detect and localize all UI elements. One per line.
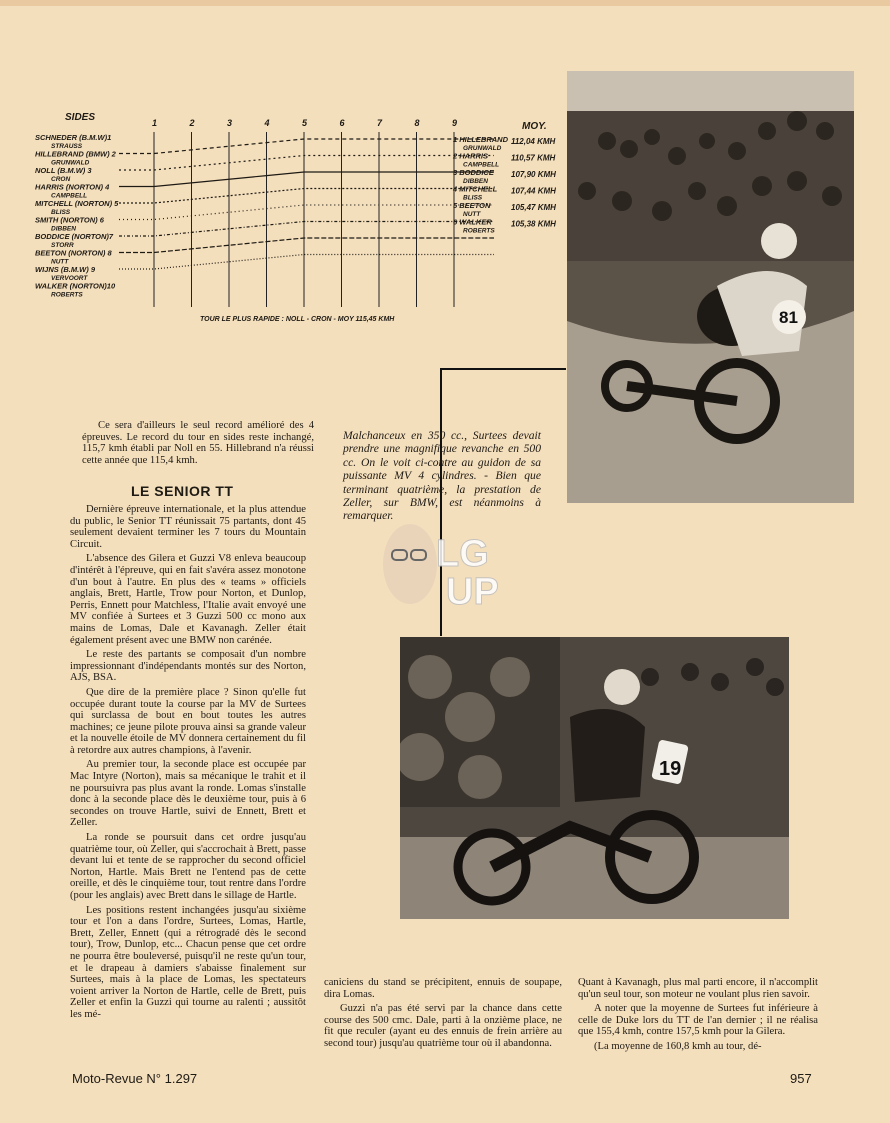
rider-label: MITCHELL (NORTON) 5 — [35, 199, 119, 208]
paragraph: caniciens du stand se précipitent, ennuis de soupape, dira Lomas. — [324, 977, 562, 1000]
position-trace — [119, 172, 494, 187]
partner-label: GRUNWALD — [51, 159, 90, 167]
rider-label: BEETON (NORTON) 8 — [35, 248, 112, 258]
result-rider: 1 HILLEBRAND — [453, 135, 509, 144]
lap-chart-svg — [35, 112, 570, 327]
page-edge — [0, 0, 890, 6]
paragraph: Le reste des partants se composait d'un nombre impressionnant d'indépendants montés sur des Norton, AJS, BSA. — [70, 649, 306, 684]
paragraph: Guzzi n'a pas été servi par la chance dans cette course des 500 cmc. Dale, parti à la onzième place, ne fit que reculer (ayant eu des ennuis de frein arrière au second tour) jusqu'au quatrième tour où il abandonna. — [324, 1003, 562, 1049]
rider-label: BODDICE (NORTON)7 — [35, 232, 114, 241]
race-number-19: 19 — [659, 758, 682, 780]
lap-number: 3 — [227, 118, 233, 128]
lap-number: 5 — [302, 118, 308, 128]
partner-label: ROBERTS — [51, 291, 83, 299]
paragraph: Au premier tour, la seconde place est occupée par Mac Intyre (Norton), mais sa mécanique le trahit et il ne poursuivra pas plus avant la ronde. Lomas s'installe donc à la seconde place dès le deuxième tour, puis à 6 secondes on trouve Hartle, suivi de Ennett, Brett et Zeller. — [70, 759, 306, 829]
position-trace — [119, 156, 494, 171]
lap-number: 1 — [152, 118, 158, 128]
column-2 — [324, 977, 562, 1053]
caption-bracket-top — [440, 368, 566, 370]
footer-page-number: 957 — [790, 1071, 812, 1086]
section-title: LE SENIOR TT — [131, 483, 234, 499]
result-rider: 2 HARRIS — [453, 151, 489, 161]
position-trace — [119, 189, 494, 204]
partner-label: CRON — [51, 176, 71, 183]
paragraph: La ronde se poursuit dans cet ordre jusqu'au quatrième tour, où Zeller, qui s'accrochait à Brett, passe devant lui et tente de se rapprocher du second officiel Norton, Hartle. Mais Brett ne l'entend pas de cette oreille, et dès le cinquième tour, tout rentre dans l'ordre (pour les anglais) avec Brett dans le sillage de Hartle. — [70, 832, 306, 901]
partner-label: VERVOORT — [51, 275, 88, 282]
partner-label: STORR — [51, 242, 74, 249]
result-rider: 5 BEETON — [453, 201, 491, 210]
position-trace — [119, 205, 494, 220]
result-rider: 4 MITCHELL — [453, 184, 498, 194]
position-trace — [119, 238, 494, 253]
rider-label: WIJNS (B.M.W) 9 — [35, 265, 95, 274]
result-partner: BLISS — [463, 194, 483, 202]
intro-text: Ce sera d'ailleurs le seul record amélioré des 4 épreuves. Le record du tour en sides reste inchangé, 115,7 kmh établi par Noll en 55. Hillebrand n'a réussi cette année que 115,4 kmh. — [82, 420, 314, 466]
paragraph: A noter que la moyenne de Surtees fut inférieure à celle de Duke lors du TT de l'an dernier ; il ne réalisa que 155,4 kmh, contre 157,5 kmh pour la Gilera. — [578, 1003, 818, 1038]
lap-number: 9 — [452, 118, 458, 128]
position-trace — [119, 255, 494, 270]
result-rider: 3 BODDICE — [453, 168, 494, 177]
column-3 — [578, 977, 818, 1056]
result-partner: GRUNWALD — [463, 145, 502, 152]
result-partner: DIBBEN — [463, 178, 488, 185]
position-trace — [119, 222, 494, 237]
result-speed: 107,90 KMH — [511, 170, 556, 179]
sides-label: SIDES — [65, 112, 96, 123]
partner-label: DIBBEN — [51, 225, 76, 233]
rider-label: SMITH (NORTON) 6 — [35, 215, 104, 225]
paragraph: (La moyenne de 160,8 kmh au tour, dé- — [594, 1040, 762, 1052]
sidecar-lap-chart — [35, 112, 570, 327]
chart-footnote: TOUR LE PLUS RAPIDE : NOLL - CRON - MOY 115,45 KMH — [200, 316, 395, 323]
paragraph: Quant à Kavanagh, plus mal parti encore, il n'accomplit qu'un seul tour, son moteur ne voulant plus rien savoir. — [578, 977, 818, 1000]
rider-label: WALKER (NORTON)10 — [35, 281, 116, 291]
paragraph: Que dire de la première place ? Sinon qu'elle fut occupée durant toute la course par la MV de Surtees qui surclassa de bout en bout toutes les autres machines; ce jeune pilote prouva ainsi sa grande valeur et la nouvelle étoile de MV donnera certainement du fil à retordre aux autres champions, à l'avenir. — [70, 686, 306, 756]
paragraph: L'absence des Gilera et Guzzi V8 enleva beaucoup d'intérêt à l'épreuve, qui en fait s'avéra assez monotone d'un bout à l'autre. En plus des « teams » officiels anglais, Brett, Hartle, Trow pour Norton, et Dunlop, Perris, Ennett pour Matchless, l'Italie avait envoyé une MV confiée à Surtees et 3 Guzzi 500 cc mono aux mains de Lomas, Dale et Kavanagh. Zeller était également présent avec une BMW non carénée. — [70, 553, 306, 646]
lap-number: 6 — [339, 118, 345, 128]
lap-number: 8 — [414, 118, 420, 128]
rider-label: NOLL (B.M.W) 3 — [35, 166, 92, 175]
result-partner: CAMPBELL — [463, 161, 500, 169]
intro-paragraph — [82, 420, 314, 469]
partner-label: BLISS — [51, 209, 71, 216]
result-rider: 6 WALKER — [453, 217, 492, 227]
result-speed: 105,47 KMH — [511, 203, 556, 212]
lap-number: 2 — [189, 118, 195, 128]
column-1 — [70, 504, 306, 1024]
race-number-81: 81 — [779, 308, 798, 327]
result-speed: 105,38 KMH — [511, 219, 556, 229]
photo-rider-19 — [400, 637, 789, 919]
result-speed: 112,04 KMH — [511, 137, 556, 146]
paragraph: Les positions restent inchangées jusqu'au sixième tour et l'on a dans l'ordre, Surtees, Lomas, Hartle, Brett, Zeller, Ennett (qui a rétrogradé dès le second tour), Trow, Dunlop, etc... Chacun pense que cet ordre ne pourra être bouleversé, puisqu'il ne reste qu'un tour, et le drapeau à damiers s'abaisse finalement sur Surtees, mais à la place de Lomas, les spectateurs voient arriver la Norton de Hartle, celle de Brett, puis Zeller et enfin la Guzzi qui tourne au ralenti ; aussitôt les mé- — [70, 904, 306, 1020]
rider-label: HILLEBRAND (BMW) 2 — [35, 149, 116, 159]
photo-caption: Malchanceux en 350 cc., Surtees devait prendre une magnifique revanche en 500 cc. On le voit ci-contre au guidon de sa puissante MV 4 cylindres. - Bien que terminant quatrième, la prestation de Zeller, sur BMW, est néanmoins à remarquer. — [343, 429, 541, 523]
moy-label: MOY. — [522, 121, 547, 132]
rider-label: SCHNEDER (B.M.W)1 — [35, 133, 112, 142]
lap-number: 4 — [264, 118, 270, 128]
footer-magazine: Moto-Revue N° 1.297 — [72, 1071, 198, 1086]
partner-label: STRAUSS — [51, 143, 83, 150]
result-partner: NUTT — [463, 211, 481, 218]
rider-label: HARRIS (NORTON) 4 — [35, 182, 110, 192]
watermark-logo — [380, 520, 520, 612]
lap-number: 7 — [377, 118, 383, 128]
photo-rider-81 — [567, 71, 854, 503]
paragraph: Dernière épreuve internationale, et la plus attendue du public, le Senior TT réunissait 75 partants, dont 45 seulement devaient terminer les 7 tours du Mountain Circuit. — [70, 504, 306, 550]
result-partner: ROBERTS — [463, 227, 495, 235]
result-speed: 110,57 KMH — [511, 153, 556, 163]
svg-text:UP: UP — [446, 571, 499, 612]
partner-label: CAMPBELL — [51, 192, 88, 200]
partner-label: NUTT — [51, 258, 69, 266]
svg-text:LG: LG — [436, 533, 489, 575]
result-speed: 107,44 KMH — [511, 186, 556, 196]
position-trace — [119, 139, 494, 154]
